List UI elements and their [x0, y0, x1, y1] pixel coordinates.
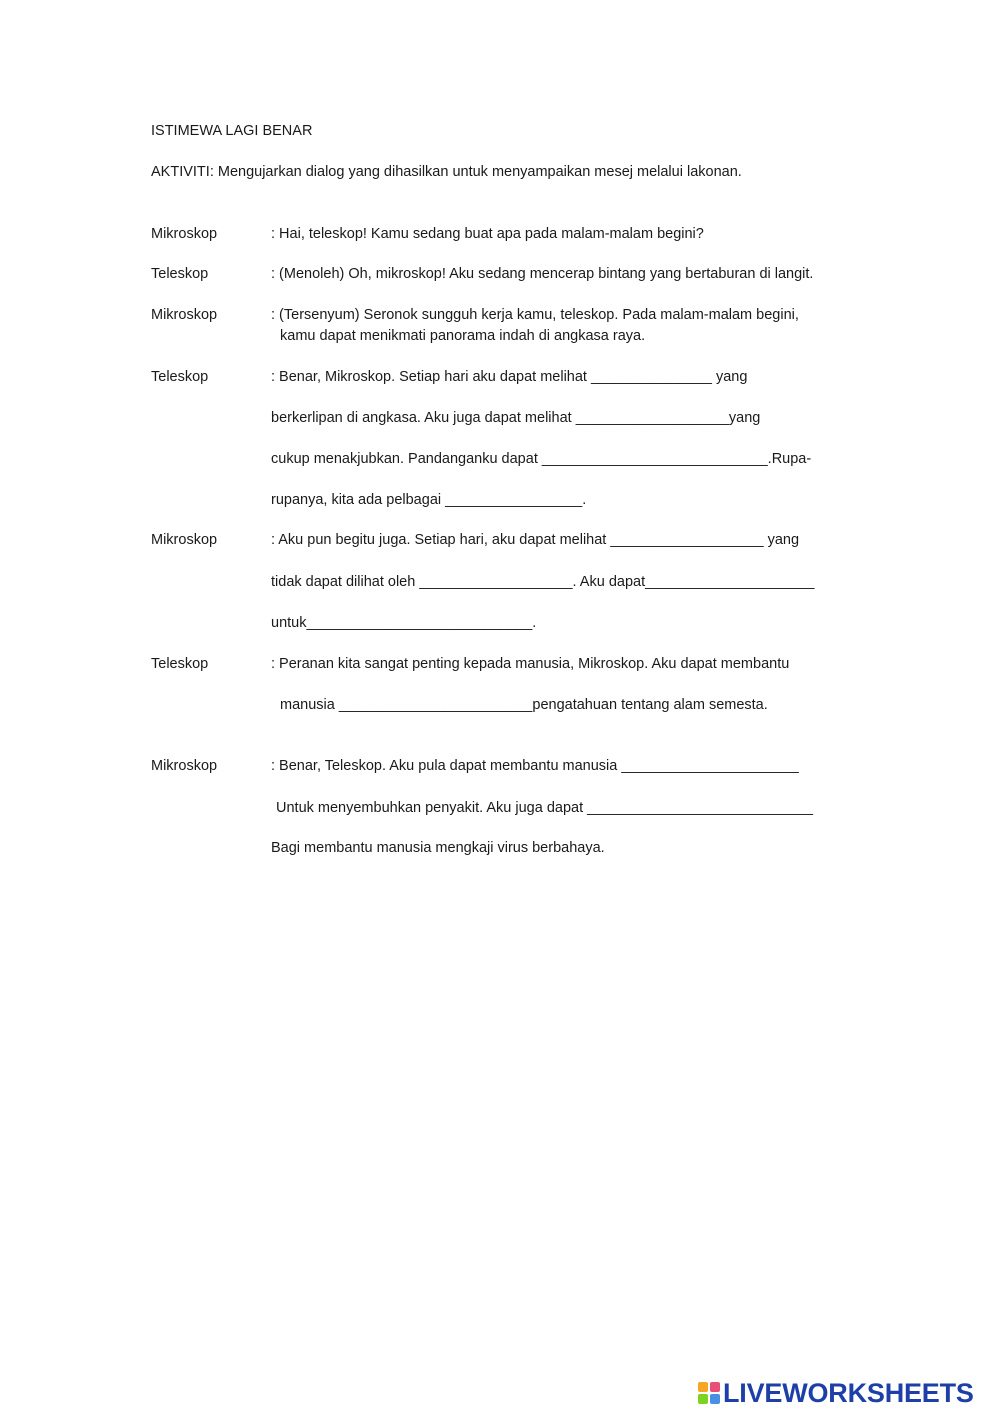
liveworksheets-logo[interactable]	[698, 1378, 974, 1408]
dialog-line: berkerlipan di angkasa. Aku juga dapat melihat ___________________yang	[271, 410, 761, 426]
liveworksheets-grid-icon	[698, 1382, 720, 1404]
worksheet-title: ISTIMEWA LAGI BENAR	[151, 123, 313, 139]
speaker-label: Mikroskop	[151, 758, 218, 774]
logo-text: LIVEWORKSHEETS	[723, 1377, 974, 1408]
speaker-label: Mikroskop	[151, 226, 218, 242]
speaker-label: Mikroskop	[151, 532, 218, 548]
dialog-line: tidak dapat dilihat oleh ___________________. Aku dapat_____________________	[271, 574, 815, 590]
dialog-line: : (Menoleh) Oh, mikroskop! Aku sedang mencerap bintang yang bertaburan di langit.	[271, 266, 814, 282]
speaker-label: Teleskop	[151, 266, 209, 282]
dialog-line: manusia ________________________pengatahuan tentang alam semesta.	[280, 697, 768, 713]
dialog-line: : Aku pun begitu juga. Setiap hari, aku dapat melihat ___________________ yang	[271, 532, 800, 548]
speaker-label: Teleskop	[151, 656, 209, 672]
dialog-line: Untuk menyembuhkan penyakit. Aku juga dapat ____________________________	[276, 800, 813, 816]
activity-instruction: AKTIVITI: Mengujarkan dialog yang dihasilkan untuk menyampaikan mesej melalui lakonan.	[151, 164, 742, 180]
dialog-line: kamu dapat menikmati panorama indah di angkasa raya.	[280, 328, 646, 344]
dialog-line: : Benar, Mikroskop. Setiap hari aku dapat melihat _______________ yang	[271, 369, 748, 385]
dialog-line: : (Tersenyum) Seronok sungguh kerja kamu, teleskop. Pada malam-malam begini,	[271, 307, 799, 323]
dialog-line: cukup menakjubkan. Pandanganku dapat ____________________________.Rupa-	[271, 451, 812, 467]
dialog-line: Bagi membantu manusia mengkaji virus berbahaya.	[271, 840, 605, 856]
speaker-label: Teleskop	[151, 369, 209, 385]
dialog-line: : Benar, Teleskop. Aku pula dapat membantu manusia ______________________	[271, 758, 799, 774]
dialog-line: : Peranan kita sangat penting kepada manusia, Mikroskop. Aku dapat membantu	[271, 656, 790, 672]
dialog-line: rupanya, kita ada pelbagai _________________.	[271, 492, 587, 508]
speaker-label: Mikroskop	[151, 307, 218, 323]
dialog-line: : Hai, teleskop! Kamu sedang buat apa pada malam-malam begini?	[271, 226, 704, 242]
dialog-line: untuk____________________________.	[271, 615, 537, 631]
